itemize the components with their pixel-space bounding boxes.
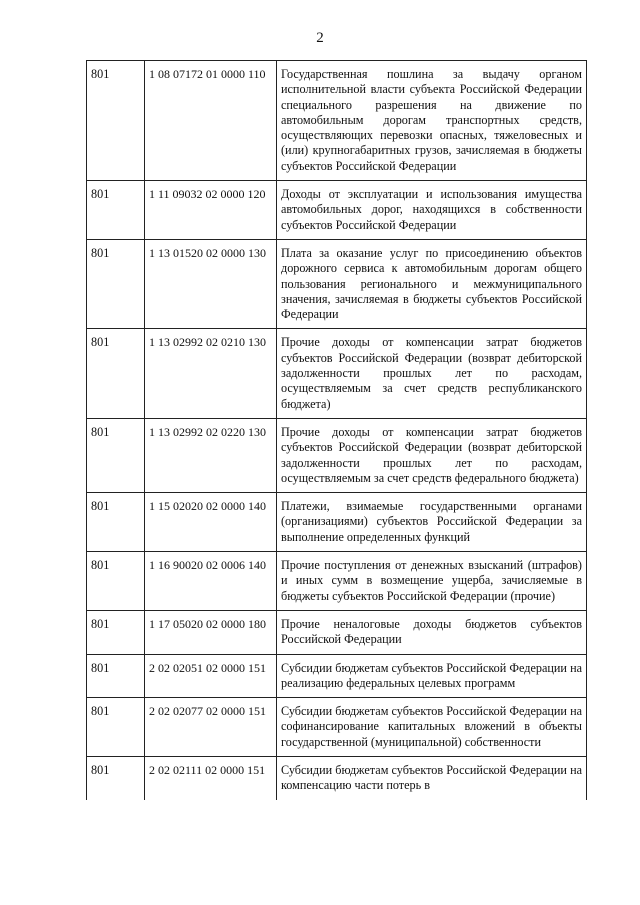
table-row: [87, 329, 587, 418]
budget-revenue-table: [86, 60, 587, 800]
table-row: [87, 698, 587, 757]
table-row: [87, 552, 587, 611]
admin-code-cell: 801: [87, 756, 145, 799]
budget-code-cell: 1 13 02992 02 0210 130: [145, 329, 277, 418]
description-cell: Прочие неналоговые доходы бюджетов субъектов Российской Федерации: [277, 610, 587, 654]
admin-code-cell: 801: [87, 61, 145, 181]
admin-code-cell: 801: [87, 552, 145, 611]
description-cell: Субсидии бюджетам субъектов Российской Федерации на софинансирование капитальных вложений в объекты государственной (муниципальной) собственности: [277, 698, 587, 757]
budget-code-cell: 1 15 02020 02 0000 140: [145, 493, 277, 552]
admin-code-cell: 801: [87, 329, 145, 418]
table-row: [87, 239, 587, 328]
table-row: [87, 610, 587, 654]
description-cell: Субсидии бюджетам субъектов Российской Федерации на компенсацию части потерь в: [277, 756, 587, 799]
description-cell: Прочие поступления от денежных взысканий (штрафов) и иных сумм в возмещение ущерба, зачисляемые в бюджеты субъектов Российской Федерации (прочие): [277, 552, 587, 611]
budget-code-cell: 1 17 05020 02 0000 180: [145, 610, 277, 654]
table-row: [87, 654, 587, 698]
budget-code-cell: 2 02 02077 02 0000 151: [145, 698, 277, 757]
budget-code-cell: 1 11 09032 02 0000 120: [145, 181, 277, 240]
admin-code-cell: 801: [87, 418, 145, 492]
description-cell: Государственная пошлина за выдачу органом исполнительной власти субъекта Российской Федерации специального разрешения на движение по автомобильным дорогам транспортных средств, осуществляющих перевозки опасных, тяжеловесных и (или) крупногабаритных грузов, зачисляемая в бюджеты субъектов Российской Федерации: [277, 61, 587, 181]
table-row: [87, 493, 587, 552]
description-cell: Доходы от эксплуатации и использования имущества автомобильных дорог, находящихся в собственности субъектов Российской Федерации: [277, 181, 587, 240]
page-number: 2: [316, 30, 324, 46]
description-cell: Прочие доходы от компенсации затрат бюджетов субъектов Российской Федерации (возврат дебиторской задолженности прошлых лет по расходам, осуществляемым за счет средств республиканского бюджета): [277, 329, 587, 418]
budget-code-cell: 1 16 90020 02 0006 140: [145, 552, 277, 611]
budget-code-cell: 1 13 02992 02 0220 130: [145, 418, 277, 492]
description-cell: Плата за оказание услуг по присоединению объектов дорожного сервиса к автомобильным дорогам общего пользования регионального и межмуниципального значения, зачисляемая в бюджеты субъектов Российской Федерации: [277, 239, 587, 328]
table-row: [87, 756, 587, 799]
admin-code-cell: 801: [87, 181, 145, 240]
table-row: [87, 61, 587, 181]
budget-code-cell: 2 02 02111 02 0000 151: [145, 756, 277, 799]
table-row: [87, 181, 587, 240]
budget-code-cell: 1 08 07172 01 0000 110: [145, 61, 277, 181]
description-cell: Субсидии бюджетам субъектов Российской Федерации на реализацию федеральных целевых программ: [277, 654, 587, 698]
description-cell: Прочие доходы от компенсации затрат бюджетов субъектов Российской Федерации (возврат дебиторской задолженности прошлых лет по расходам, осуществляемым за счет средств федерального бюджета): [277, 418, 587, 492]
description-cell: Платежи, взимаемые государственными органами (организациями) субъектов Российской Федерации за выполнение определенных функций: [277, 493, 587, 552]
admin-code-cell: 801: [87, 239, 145, 328]
budget-code-cell: 2 02 02051 02 0000 151: [145, 654, 277, 698]
admin-code-cell: 801: [87, 698, 145, 757]
admin-code-cell: 801: [87, 654, 145, 698]
admin-code-cell: 801: [87, 493, 145, 552]
admin-code-cell: 801: [87, 610, 145, 654]
table-body: [87, 61, 587, 800]
budget-code-cell: 1 13 01520 02 0000 130: [145, 239, 277, 328]
table-row: [87, 418, 587, 492]
